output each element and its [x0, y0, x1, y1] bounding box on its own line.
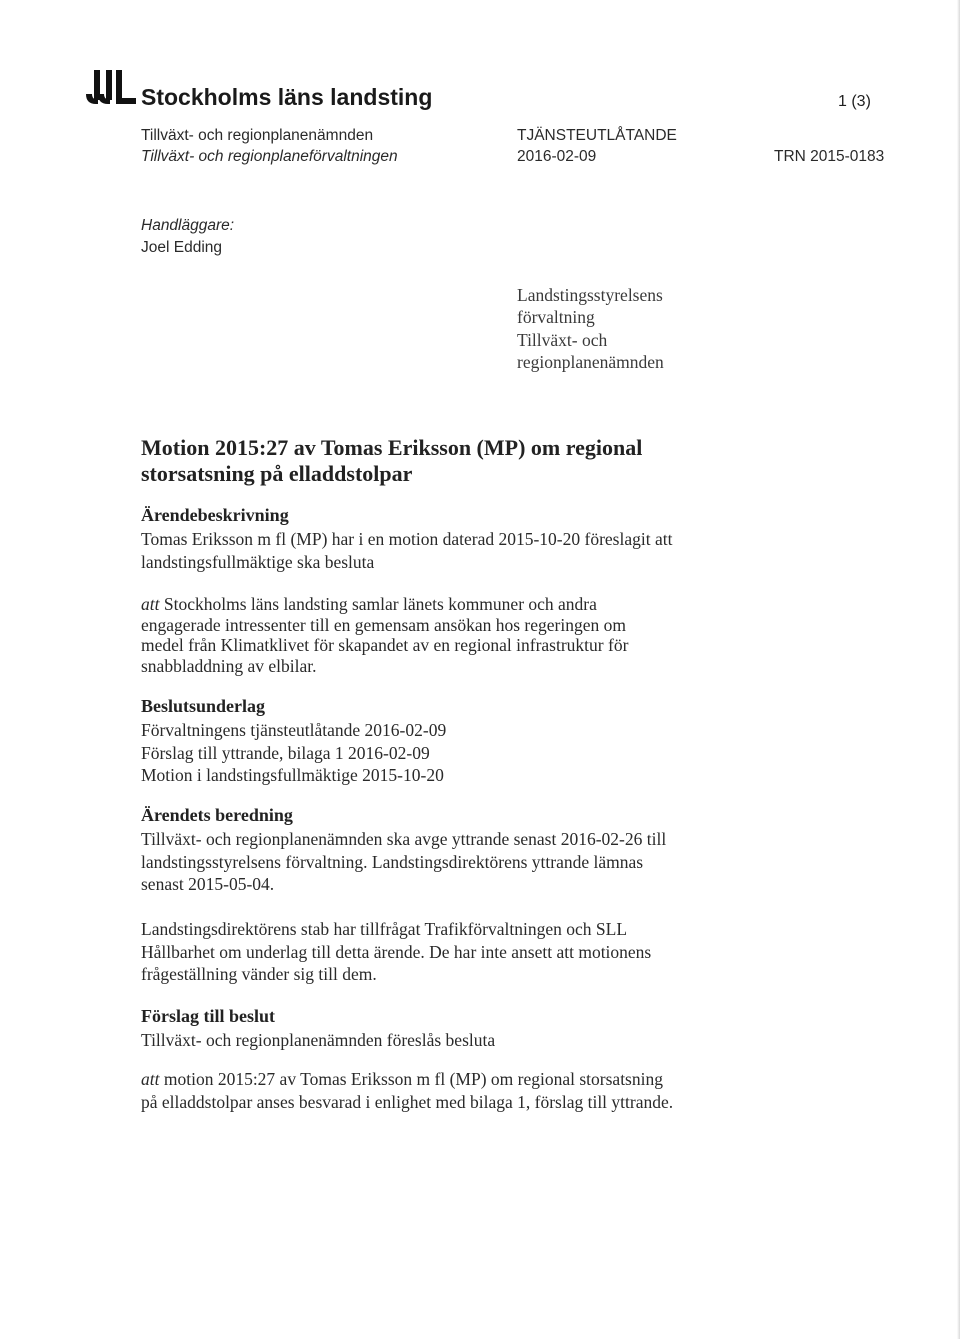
text-line: Motion i landstingsfullmäktige 2015-10-20 — [141, 765, 444, 785]
text-line: senast 2015-05-04. — [141, 874, 275, 894]
quote-first-text: Stockholms läns landsting samlar länets kommuner och andra — [159, 594, 597, 614]
text-line: Förvaltningens tjänsteutlåtande 2016-02-09 — [141, 720, 447, 740]
proposal-line: på elladdstolpar anses besvarad i enlighet med bilaga 1, förslag till yttrande. — [141, 1091, 674, 1112]
text-line: landstingsstyrelsens förvaltning. Landstingsdirektörens yttrande lämnas — [141, 851, 644, 872]
recipient-line: regionplanenämnden — [517, 352, 664, 373]
quote-line: snabbladdning av elbilar. — [141, 655, 317, 676]
heading-forslag: Förslag till beslut — [141, 1006, 275, 1026]
recipient-line: förvaltning — [517, 307, 595, 328]
title-line: Motion 2015:27 av Tomas Eriksson (MP) om regional — [141, 435, 643, 460]
recipient-line: Tillväxt- och — [517, 329, 608, 350]
proposal-line — [141, 1068, 673, 1091]
text-line: Landstingsdirektörens stab har tillfrågat Trafikförvaltningen och SLL — [141, 919, 628, 939]
att-word: att — [141, 1069, 160, 1089]
handler-label: Handläggare: — [141, 217, 235, 234]
text-line: Tomas Eriksson m fl (MP) har i en motion daterad 2015-10-20 föreslagit att — [141, 529, 673, 549]
heading-beredning: Ärendets beredning — [141, 805, 293, 825]
reference-number: TRN 2015-0183 — [774, 148, 885, 165]
organization-name: Stockholms läns landsting — [141, 84, 433, 110]
beredning-paragraph-2 — [141, 918, 651, 986]
motion-quote — [141, 594, 628, 676]
text-line: Tillväxt- och regionplanenämnden ska avge yttrande senast 2016-02-26 till — [141, 829, 667, 849]
sll-logo-icon — [84, 66, 138, 106]
forslag-intro: Tillväxt- och regionplanenämnden föreslås besluta — [141, 1030, 496, 1050]
quote-line: engagerade intressenter till en gemensam ansökan hos regeringen om — [141, 614, 626, 635]
administration-name: Tillväxt- och regionplaneförvaltningen — [141, 148, 398, 165]
proposal-first-text: motion 2015:27 av Tomas Eriksson m fl (MP) om regional storsatsning — [159, 1069, 663, 1089]
quote-line: medel från Klimatklivet för skapandet av en regional infrastruktur för — [141, 635, 629, 655]
handler-name: Joel Edding — [141, 239, 223, 256]
forslag-proposal — [141, 1068, 673, 1113]
heading-arendebeskrivning: Ärendebeskrivning — [141, 505, 289, 525]
quote-line — [141, 594, 628, 615]
beslutsunderlag-list — [141, 719, 446, 787]
document-date: 2016-02-09 — [517, 148, 597, 165]
beredning-paragraph-1 — [141, 828, 666, 896]
recipient-block — [517, 284, 664, 374]
recipient-line: Landstingsstyrelsens — [517, 285, 663, 305]
heading-beslutsunderlag: Beslutsunderlag — [141, 696, 266, 716]
att-word: att — [141, 594, 160, 614]
document-title — [141, 435, 642, 487]
arendebeskrivning-text — [141, 528, 672, 573]
text-line: landstingsfullmäktige ska besluta — [141, 551, 375, 572]
page-number: 1 (3) — [838, 93, 871, 110]
text-line: frågeställning vänder sig till dem. — [141, 964, 377, 984]
board-name: Tillväxt- och regionplanenämnden — [141, 127, 374, 144]
document-type: TJÄNSTEUTLÅTANDE — [517, 127, 677, 144]
text-line: Hållbarhet om underlag till detta ärende. De har inte ansett att motionens — [141, 941, 652, 962]
text-line: Förslag till yttrande, bilaga 1 2016-02-09 — [141, 742, 430, 763]
title-line: storsatsning på elladdstolpar — [141, 461, 413, 486]
